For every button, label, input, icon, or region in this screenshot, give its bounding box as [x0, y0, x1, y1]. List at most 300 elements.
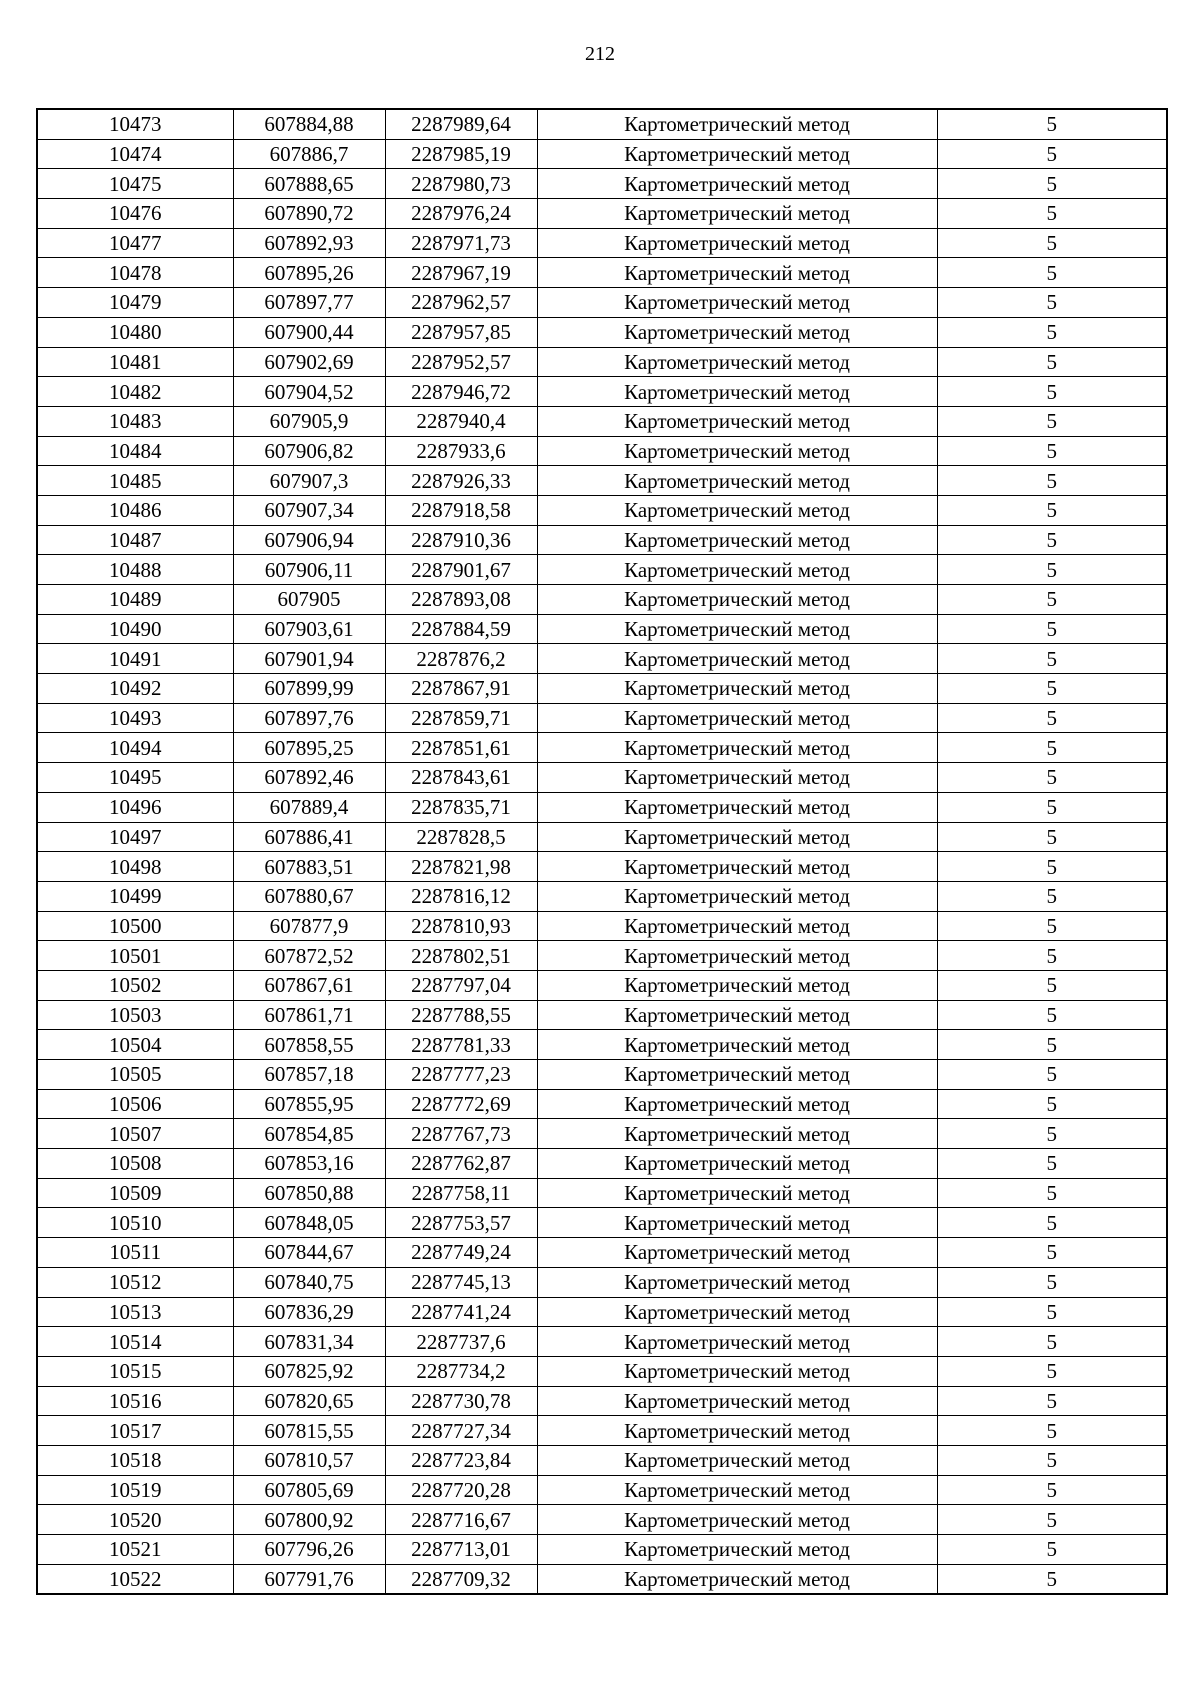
- accuracy-cell: 5: [937, 1475, 1167, 1505]
- table-row: [37, 1564, 1167, 1594]
- y-coordinate-cell: 2287980,73: [385, 169, 537, 199]
- y-coordinate-cell: 2287946,72: [385, 377, 537, 407]
- point-number-cell: 10492: [37, 674, 233, 704]
- x-coordinate-cell: 607831,34: [233, 1327, 385, 1357]
- x-coordinate-cell: 607840,75: [233, 1267, 385, 1297]
- accuracy-cell: 5: [937, 495, 1167, 525]
- table-row: [37, 1505, 1167, 1535]
- y-coordinate-cell: 2287745,13: [385, 1267, 537, 1297]
- point-number-cell: 10485: [37, 466, 233, 496]
- accuracy-cell: 5: [937, 1089, 1167, 1119]
- point-number-cell: 10502: [37, 970, 233, 1000]
- point-number-cell: 10511: [37, 1238, 233, 1268]
- x-coordinate-cell: 607888,65: [233, 169, 385, 199]
- table-row: [37, 377, 1167, 407]
- y-coordinate-cell: 2287971,73: [385, 228, 537, 258]
- accuracy-cell: 5: [937, 228, 1167, 258]
- accuracy-cell: 5: [937, 1535, 1167, 1565]
- x-coordinate-cell: 607903,61: [233, 614, 385, 644]
- method-cell: Картометрический метод: [537, 466, 937, 496]
- page-number: 212: [585, 43, 615, 65]
- table-row: [37, 406, 1167, 436]
- x-coordinate-cell: 607890,72: [233, 199, 385, 229]
- method-cell: Картометрический метод: [537, 377, 937, 407]
- x-coordinate-cell: 607897,76: [233, 703, 385, 733]
- y-coordinate-cell: 2287749,24: [385, 1238, 537, 1268]
- accuracy-cell: 5: [937, 970, 1167, 1000]
- table-row: [37, 792, 1167, 822]
- point-number-cell: 10487: [37, 525, 233, 555]
- accuracy-cell: 5: [937, 1238, 1167, 1268]
- accuracy-cell: 5: [937, 614, 1167, 644]
- table-row: [37, 1445, 1167, 1475]
- accuracy-cell: 5: [937, 585, 1167, 615]
- y-coordinate-cell: 2287802,51: [385, 941, 537, 971]
- accuracy-cell: 5: [937, 288, 1167, 318]
- accuracy-cell: 5: [937, 1208, 1167, 1238]
- point-number-cell: 10500: [37, 911, 233, 941]
- table-row: [37, 525, 1167, 555]
- accuracy-cell: 5: [937, 1060, 1167, 1090]
- accuracy-cell: 5: [937, 1356, 1167, 1386]
- point-number-cell: 10483: [37, 406, 233, 436]
- point-number-cell: 10475: [37, 169, 233, 199]
- table-row: [37, 674, 1167, 704]
- point-number-cell: 10513: [37, 1297, 233, 1327]
- point-number-cell: 10515: [37, 1356, 233, 1386]
- x-coordinate-cell: 607906,82: [233, 436, 385, 466]
- x-coordinate-cell: 607886,41: [233, 822, 385, 852]
- accuracy-cell: 5: [937, 881, 1167, 911]
- y-coordinate-cell: 2287893,08: [385, 585, 537, 615]
- point-number-cell: 10508: [37, 1149, 233, 1179]
- x-coordinate-cell: 607820,65: [233, 1386, 385, 1416]
- table-row: [37, 169, 1167, 199]
- point-number-cell: 10473: [37, 109, 233, 139]
- table-row: [37, 139, 1167, 169]
- table-row: [37, 495, 1167, 525]
- y-coordinate-cell: 2287762,87: [385, 1149, 537, 1179]
- point-number-cell: 10499: [37, 881, 233, 911]
- table-row: [37, 1119, 1167, 1149]
- accuracy-cell: 5: [937, 347, 1167, 377]
- method-cell: Картометрический метод: [537, 228, 937, 258]
- point-number-cell: 10476: [37, 199, 233, 229]
- accuracy-cell: 5: [937, 1327, 1167, 1357]
- table-row: [37, 228, 1167, 258]
- x-coordinate-cell: 607848,05: [233, 1208, 385, 1238]
- point-number-cell: 10489: [37, 585, 233, 615]
- table-row: [37, 1000, 1167, 1030]
- point-number-cell: 10496: [37, 792, 233, 822]
- x-coordinate-cell: 607892,46: [233, 763, 385, 793]
- method-cell: Картометрический метод: [537, 644, 937, 674]
- x-coordinate-cell: 607900,44: [233, 317, 385, 347]
- table-row: [37, 644, 1167, 674]
- point-number-cell: 10474: [37, 139, 233, 169]
- point-number-cell: 10506: [37, 1089, 233, 1119]
- x-coordinate-cell: 607867,61: [233, 970, 385, 1000]
- y-coordinate-cell: 2287859,71: [385, 703, 537, 733]
- table-row: [37, 614, 1167, 644]
- point-number-cell: 10479: [37, 288, 233, 318]
- method-cell: Картометрический метод: [537, 347, 937, 377]
- table-row: [37, 1030, 1167, 1060]
- y-coordinate-cell: 2287734,2: [385, 1356, 537, 1386]
- point-number-cell: 10497: [37, 822, 233, 852]
- method-cell: Картометрический метод: [537, 1445, 937, 1475]
- point-number-cell: 10522: [37, 1564, 233, 1594]
- y-coordinate-cell: 2287777,23: [385, 1060, 537, 1090]
- y-coordinate-cell: 2287727,34: [385, 1416, 537, 1446]
- x-coordinate-cell: 607883,51: [233, 852, 385, 882]
- table-row: [37, 317, 1167, 347]
- table-row: [37, 852, 1167, 882]
- x-coordinate-cell: 607902,69: [233, 347, 385, 377]
- method-cell: Картометрический метод: [537, 1505, 937, 1535]
- y-coordinate-cell: 2287876,2: [385, 644, 537, 674]
- table-row: [37, 970, 1167, 1000]
- table-row: [37, 1416, 1167, 1446]
- accuracy-cell: 5: [937, 792, 1167, 822]
- y-coordinate-cell: 2287985,19: [385, 139, 537, 169]
- table-row: [37, 763, 1167, 793]
- method-cell: Картометрический метод: [537, 1208, 937, 1238]
- method-cell: Картометрический метод: [537, 674, 937, 704]
- method-cell: Картометрический метод: [537, 1535, 937, 1565]
- accuracy-cell: 5: [937, 1564, 1167, 1594]
- point-number-cell: 10503: [37, 1000, 233, 1030]
- x-coordinate-cell: 607905: [233, 585, 385, 615]
- accuracy-cell: 5: [937, 525, 1167, 555]
- x-coordinate-cell: 607853,16: [233, 1149, 385, 1179]
- method-cell: Картометрический метод: [537, 733, 937, 763]
- point-number-cell: 10505: [37, 1060, 233, 1090]
- x-coordinate-cell: 607844,67: [233, 1238, 385, 1268]
- accuracy-cell: 5: [937, 1030, 1167, 1060]
- accuracy-cell: 5: [937, 763, 1167, 793]
- point-number-cell: 10477: [37, 228, 233, 258]
- table-row: [37, 1386, 1167, 1416]
- x-coordinate-cell: 607905,9: [233, 406, 385, 436]
- method-cell: Картометрический метод: [537, 258, 937, 288]
- x-coordinate-cell: 607907,3: [233, 466, 385, 496]
- y-coordinate-cell: 2287918,58: [385, 495, 537, 525]
- method-cell: Картометрический метод: [537, 1327, 937, 1357]
- method-cell: Картометрический метод: [537, 881, 937, 911]
- table-row: [37, 1238, 1167, 1268]
- accuracy-cell: 5: [937, 1000, 1167, 1030]
- point-number-cell: 10482: [37, 377, 233, 407]
- method-cell: Картометрический метод: [537, 1238, 937, 1268]
- point-number-cell: 10493: [37, 703, 233, 733]
- method-cell: Картометрический метод: [537, 1297, 937, 1327]
- method-cell: Картометрический метод: [537, 1356, 937, 1386]
- x-coordinate-cell: 607858,55: [233, 1030, 385, 1060]
- point-number-cell: 10512: [37, 1267, 233, 1297]
- table-row: [37, 911, 1167, 941]
- y-coordinate-cell: 2287962,57: [385, 288, 537, 318]
- method-cell: Картометрический метод: [537, 792, 937, 822]
- method-cell: Картометрический метод: [537, 1060, 937, 1090]
- x-coordinate-cell: 607904,52: [233, 377, 385, 407]
- x-coordinate-cell: 607825,92: [233, 1356, 385, 1386]
- accuracy-cell: 5: [937, 1386, 1167, 1416]
- method-cell: Картометрический метод: [537, 525, 937, 555]
- point-number-cell: 10498: [37, 852, 233, 882]
- table-row: [37, 733, 1167, 763]
- point-number-cell: 10494: [37, 733, 233, 763]
- y-coordinate-cell: 2287767,73: [385, 1119, 537, 1149]
- accuracy-cell: 5: [937, 1178, 1167, 1208]
- method-cell: Картометрический метод: [537, 436, 937, 466]
- point-number-cell: 10514: [37, 1327, 233, 1357]
- y-coordinate-cell: 2287828,5: [385, 822, 537, 852]
- y-coordinate-cell: 2287867,91: [385, 674, 537, 704]
- x-coordinate-cell: 607791,76: [233, 1564, 385, 1594]
- method-cell: Картометрический метод: [537, 139, 937, 169]
- y-coordinate-cell: 2287940,4: [385, 406, 537, 436]
- x-coordinate-cell: 607880,67: [233, 881, 385, 911]
- x-coordinate-cell: 607895,26: [233, 258, 385, 288]
- table-row: [37, 585, 1167, 615]
- accuracy-cell: 5: [937, 852, 1167, 882]
- point-number-cell: 10478: [37, 258, 233, 288]
- accuracy-cell: 5: [937, 733, 1167, 763]
- point-number-cell: 10481: [37, 347, 233, 377]
- point-number-cell: 10519: [37, 1475, 233, 1505]
- y-coordinate-cell: 2287976,24: [385, 199, 537, 229]
- y-coordinate-cell: 2287709,32: [385, 1564, 537, 1594]
- accuracy-cell: 5: [937, 822, 1167, 852]
- method-cell: Картометрический метод: [537, 1119, 937, 1149]
- table-row: [37, 703, 1167, 733]
- accuracy-cell: 5: [937, 1416, 1167, 1446]
- x-coordinate-cell: 607906,11: [233, 555, 385, 585]
- method-cell: Картометрический метод: [537, 614, 937, 644]
- accuracy-cell: 5: [937, 941, 1167, 971]
- point-number-cell: 10516: [37, 1386, 233, 1416]
- accuracy-cell: 5: [937, 436, 1167, 466]
- point-number-cell: 10507: [37, 1119, 233, 1149]
- point-number-cell: 10520: [37, 1505, 233, 1535]
- point-number-cell: 10517: [37, 1416, 233, 1446]
- y-coordinate-cell: 2287816,12: [385, 881, 537, 911]
- table-row: [37, 1089, 1167, 1119]
- y-coordinate-cell: 2287788,55: [385, 1000, 537, 1030]
- point-number-cell: 10490: [37, 614, 233, 644]
- table-row: [37, 436, 1167, 466]
- y-coordinate-cell: 2287730,78: [385, 1386, 537, 1416]
- point-number-cell: 10484: [37, 436, 233, 466]
- accuracy-cell: 5: [937, 674, 1167, 704]
- point-number-cell: 10491: [37, 644, 233, 674]
- y-coordinate-cell: 2287957,85: [385, 317, 537, 347]
- x-coordinate-cell: 607850,88: [233, 1178, 385, 1208]
- method-cell: Картометрический метод: [537, 109, 937, 139]
- y-coordinate-cell: 2287835,71: [385, 792, 537, 822]
- method-cell: Картометрический метод: [537, 199, 937, 229]
- method-cell: Картометрический метод: [537, 317, 937, 347]
- method-cell: Картометрический метод: [537, 1267, 937, 1297]
- table-row: [37, 1297, 1167, 1327]
- method-cell: Картометрический метод: [537, 1149, 937, 1179]
- method-cell: Картометрический метод: [537, 1564, 937, 1594]
- method-cell: Картометрический метод: [537, 1475, 937, 1505]
- accuracy-cell: 5: [937, 1119, 1167, 1149]
- y-coordinate-cell: 2287933,6: [385, 436, 537, 466]
- table-row: [37, 1356, 1167, 1386]
- x-coordinate-cell: 607906,94: [233, 525, 385, 555]
- x-coordinate-cell: 607872,52: [233, 941, 385, 971]
- accuracy-cell: 5: [937, 258, 1167, 288]
- y-coordinate-cell: 2287952,57: [385, 347, 537, 377]
- y-coordinate-cell: 2287901,67: [385, 555, 537, 585]
- method-cell: Картометрический метод: [537, 911, 937, 941]
- method-cell: Картометрический метод: [537, 822, 937, 852]
- x-coordinate-cell: 607899,99: [233, 674, 385, 704]
- table-row: [37, 199, 1167, 229]
- method-cell: Картометрический метод: [537, 585, 937, 615]
- table-row: [37, 466, 1167, 496]
- y-coordinate-cell: 2287797,04: [385, 970, 537, 1000]
- table-row: [37, 1327, 1167, 1357]
- x-coordinate-cell: 607815,55: [233, 1416, 385, 1446]
- x-coordinate-cell: 607884,88: [233, 109, 385, 139]
- accuracy-cell: 5: [937, 169, 1167, 199]
- x-coordinate-cell: 607810,57: [233, 1445, 385, 1475]
- y-coordinate-cell: 2287884,59: [385, 614, 537, 644]
- method-cell: Картометрический метод: [537, 495, 937, 525]
- y-coordinate-cell: 2287741,24: [385, 1297, 537, 1327]
- point-number-cell: 10510: [37, 1208, 233, 1238]
- y-coordinate-cell: 2287772,69: [385, 1089, 537, 1119]
- x-coordinate-cell: 607861,71: [233, 1000, 385, 1030]
- accuracy-cell: 5: [937, 1445, 1167, 1475]
- method-cell: Картометрический метод: [537, 288, 937, 318]
- accuracy-cell: 5: [937, 1505, 1167, 1535]
- method-cell: Картометрический метод: [537, 169, 937, 199]
- accuracy-cell: 5: [937, 1267, 1167, 1297]
- accuracy-cell: 5: [937, 109, 1167, 139]
- x-coordinate-cell: 607854,85: [233, 1119, 385, 1149]
- accuracy-cell: 5: [937, 466, 1167, 496]
- x-coordinate-cell: 607805,69: [233, 1475, 385, 1505]
- method-cell: Картометрический метод: [537, 1386, 937, 1416]
- y-coordinate-cell: 2287716,67: [385, 1505, 537, 1535]
- point-number-cell: 10495: [37, 763, 233, 793]
- table-row: [37, 1149, 1167, 1179]
- y-coordinate-cell: 2287910,36: [385, 525, 537, 555]
- accuracy-cell: 5: [937, 317, 1167, 347]
- x-coordinate-cell: 607800,92: [233, 1505, 385, 1535]
- y-coordinate-cell: 2287758,11: [385, 1178, 537, 1208]
- y-coordinate-cell: 2287720,28: [385, 1475, 537, 1505]
- table-row: [37, 941, 1167, 971]
- table-row: [37, 1060, 1167, 1090]
- y-coordinate-cell: 2287821,98: [385, 852, 537, 882]
- accuracy-cell: 5: [937, 555, 1167, 585]
- method-cell: Картометрический метод: [537, 852, 937, 882]
- x-coordinate-cell: 607889,4: [233, 792, 385, 822]
- x-coordinate-cell: 607877,9: [233, 911, 385, 941]
- table-row: [37, 1267, 1167, 1297]
- point-number-cell: 10509: [37, 1178, 233, 1208]
- accuracy-cell: 5: [937, 199, 1167, 229]
- table-row: [37, 1535, 1167, 1565]
- point-number-cell: 10504: [37, 1030, 233, 1060]
- method-cell: Картометрический метод: [537, 406, 937, 436]
- y-coordinate-cell: 2287810,93: [385, 911, 537, 941]
- accuracy-cell: 5: [937, 139, 1167, 169]
- point-number-cell: 10521: [37, 1535, 233, 1565]
- coordinates-table-body: [37, 109, 1167, 1594]
- method-cell: Картометрический метод: [537, 970, 937, 1000]
- x-coordinate-cell: 607886,7: [233, 139, 385, 169]
- table-row: [37, 258, 1167, 288]
- method-cell: Картометрический метод: [537, 1089, 937, 1119]
- point-number-cell: 10486: [37, 495, 233, 525]
- method-cell: Картометрический метод: [537, 763, 937, 793]
- accuracy-cell: 5: [937, 911, 1167, 941]
- x-coordinate-cell: 607855,95: [233, 1089, 385, 1119]
- accuracy-cell: 5: [937, 644, 1167, 674]
- method-cell: Картометрический метод: [537, 1178, 937, 1208]
- method-cell: Картометрический метод: [537, 941, 937, 971]
- table-row: [37, 822, 1167, 852]
- accuracy-cell: 5: [937, 1297, 1167, 1327]
- y-coordinate-cell: 2287843,61: [385, 763, 537, 793]
- accuracy-cell: 5: [937, 703, 1167, 733]
- x-coordinate-cell: 607836,29: [233, 1297, 385, 1327]
- y-coordinate-cell: 2287926,33: [385, 466, 537, 496]
- coordinates-table: [36, 108, 1168, 1595]
- table-row: [37, 347, 1167, 377]
- method-cell: Картометрический метод: [537, 1000, 937, 1030]
- point-number-cell: 10518: [37, 1445, 233, 1475]
- table-row: [37, 1475, 1167, 1505]
- table-row: [37, 1178, 1167, 1208]
- point-number-cell: 10480: [37, 317, 233, 347]
- point-number-cell: 10501: [37, 941, 233, 971]
- y-coordinate-cell: 2287723,84: [385, 1445, 537, 1475]
- table-row: [37, 881, 1167, 911]
- method-cell: Картометрический метод: [537, 703, 937, 733]
- table-row: [37, 109, 1167, 139]
- table-row: [37, 288, 1167, 318]
- y-coordinate-cell: 2287967,19: [385, 258, 537, 288]
- y-coordinate-cell: 2287989,64: [385, 109, 537, 139]
- table-row: [37, 1208, 1167, 1238]
- y-coordinate-cell: 2287753,57: [385, 1208, 537, 1238]
- accuracy-cell: 5: [937, 1149, 1167, 1179]
- x-coordinate-cell: 607857,18: [233, 1060, 385, 1090]
- point-number-cell: 10488: [37, 555, 233, 585]
- x-coordinate-cell: 607892,93: [233, 228, 385, 258]
- y-coordinate-cell: 2287737,6: [385, 1327, 537, 1357]
- y-coordinate-cell: 2287713,01: [385, 1535, 537, 1565]
- y-coordinate-cell: 2287781,33: [385, 1030, 537, 1060]
- table-row: [37, 555, 1167, 585]
- x-coordinate-cell: 607796,26: [233, 1535, 385, 1565]
- method-cell: Картометрический метод: [537, 1416, 937, 1446]
- method-cell: Картометрический метод: [537, 555, 937, 585]
- x-coordinate-cell: 607907,34: [233, 495, 385, 525]
- x-coordinate-cell: 607901,94: [233, 644, 385, 674]
- x-coordinate-cell: 607895,25: [233, 733, 385, 763]
- accuracy-cell: 5: [937, 406, 1167, 436]
- x-coordinate-cell: 607897,77: [233, 288, 385, 318]
